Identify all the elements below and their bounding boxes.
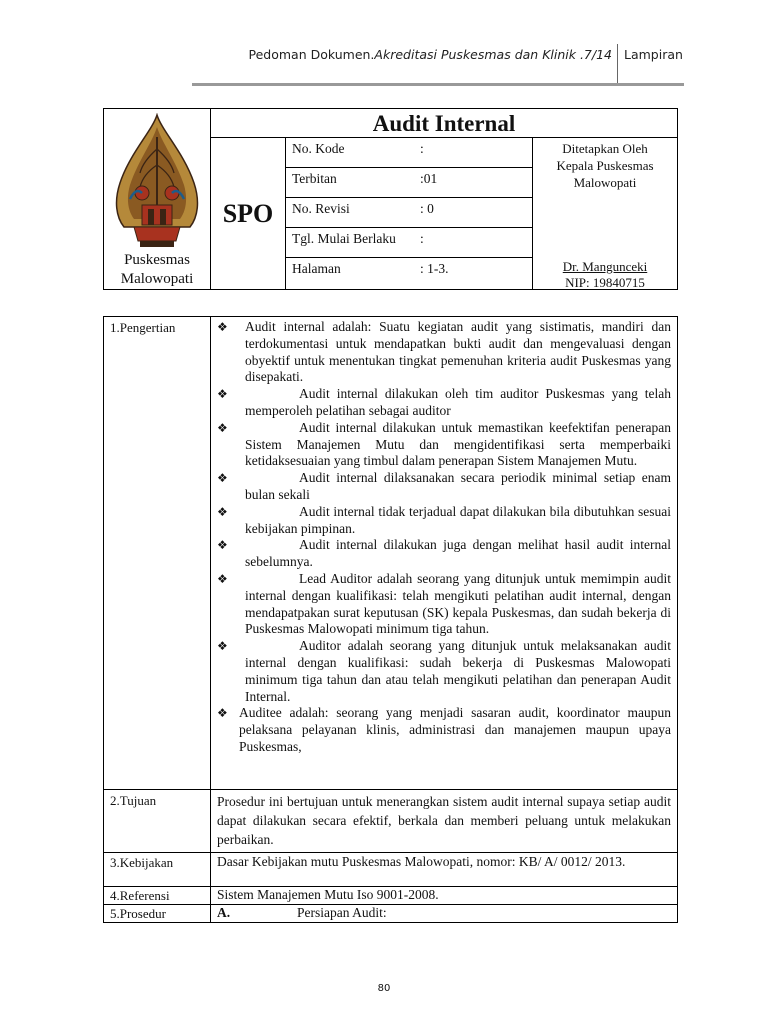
spo-header-table [103,108,678,290]
spo-row-halaman [286,258,532,287]
logo-cell [104,109,210,289]
gunungan-logo-icon [112,113,202,251]
list-item: ❖ Audit internal dilakukan oleh tim auditor Puskesmas yang telah memperoleh pelatihan sebagai auditor [217,386,671,418]
list-item: ❖ Auditee adalah: seorang yang menjadi sasaran audit, koordinator maupun pelaksana pelayanan klinis, administrasi dan manajemen maupun upaya Puskesmas, [217,705,671,754]
logo-caption-line-1: Puskesmas [124,252,190,268]
authority-line-3: Malowopati [573,175,637,190]
authority-cell [533,138,677,289]
list-item: ❖ Audit internal dilakukan untuk memastikan keefektifan penerapan Sistem Manajemen Mutu dan mengidentifikasi serta memperbaiki ketidaksesuaian yang timbul dalam penerapan Sistem Manajemen Mutu. [217,419,671,469]
document-title: Audit Internal [372,111,516,136]
authority-line-1: Ditetapkan Oleh [562,141,648,156]
procedure-table [103,316,678,923]
row-value: : 1-3. [420,261,449,276]
spo-label: SPO [222,199,274,228]
diamond-bullet-icon: ❖ [217,471,228,486]
prosedur-heading: Persiapan Audit: [297,905,387,920]
referensi-text: Sistem Manajemen Mutu Iso 9001-2008. [217,887,439,902]
diamond-bullet-icon: ❖ [217,320,228,334]
header-title [249,47,613,62]
diamond-bullet-icon: ❖ [217,706,228,721]
list-item: ❖ Auditor adalah seorang yang ditunjuk untuk melaksanakan audit internal dengan kualifikasi: sudah bekerja di Puskesmas Malowopati minimum tiga tahun dan atau telah mengikuti pelatihan dan penerapan Audit Internal. [217,638,671,704]
section-label-referensi: 4.Referensi [110,888,170,903]
spo-row-kode [286,138,532,167]
row-value: : [420,231,424,246]
row-label: No. Revisi [292,201,350,216]
row-value: : 0 [420,201,434,216]
grid-line [104,852,677,853]
header-prefix: Pedoman Dokumen. [248,47,375,62]
spo-row-tgl-mulai [286,228,532,257]
diamond-bullet-icon: ❖ [217,504,228,519]
spo-row-revisi [286,198,532,227]
list-item: ❖ Audit internal adalah: Suatu kegiatan audit yang sistimatis, mandiri dan terdokumentasi untuk mendapatkan bukti audit dan mengevaluasi dengan obyektif untuk menentukan tingkat pemenuhan kriteria audit Puskesmas yang disepakati. [217,319,671,385]
diamond-bullet-icon: ❖ [217,538,228,553]
prosedur-text [217,905,671,922]
section-label-kebijakan: 3.Kebijakan [110,855,174,870]
page-number: 80 [377,983,391,994]
section-label-tujuan: 2.Tujuan [110,793,157,808]
row-label: No. Kode [292,141,345,156]
section-label-pengertian: 1.Pengertian [110,320,176,335]
spo-row-terbitan [286,168,532,197]
kebijakan-text: Dasar Kebijakan mutu Puskesmas Malowopati, nomor: KB/ A/ 0012/ 2013. [217,854,626,869]
list-item: ❖ Lead Auditor adalah seorang yang ditunjuk untuk memimpin audit internal dengan kualifikasi: telah mengikuti pelatihan audit internal, dengan mendapatpakan surat keputusan (SK) kepala Puskesmas, dan sudah bekerja di Puskesmas Malowopati minimum tiga tahun. [217,570,671,637]
list-item: ❖ Audit internal dilakukan juga dengan melihat hasil audit internal sebelumnya. [217,537,671,570]
logo-caption-line-2: Malowopati [120,271,194,287]
header-divider [617,44,618,84]
authority-line-2: Kepala Puskesmas [556,158,654,173]
prosedur-marker: A. [217,905,231,920]
grid-line [210,317,211,922]
header-italic-title: Akreditasi Puskesmas dan Klinik .7/14 [374,47,612,62]
logo-caption [104,251,210,289]
authority-text [533,140,677,191]
tujuan-text: Prosedur ini bertujuan untuk menerangkan sistem audit internal supaya setiap audit dapat dilakukan secara efektif, berkala dan memberi peluang untuk melakukan perbaikan. [217,794,671,847]
diamond-bullet-icon: ❖ [217,387,228,402]
pengertian-list [217,319,671,756]
grid-line [104,789,677,790]
row-label: Tgl. Mulai Berlaku [292,231,396,246]
row-label: Terbitan [292,171,337,186]
diamond-bullet-icon: ❖ [217,420,228,435]
row-value: :01 [420,171,438,186]
diamond-bullet-icon: ❖ [217,571,228,586]
diamond-bullet-icon: ❖ [217,639,228,654]
page-header [0,44,768,84]
row-label: Halaman [292,261,341,276]
signer-name: Dr. Mangunceki [562,259,648,274]
header-rule [192,83,684,86]
list-item: ❖ Audit internal dilaksanakan secara periodik minimal setiap enam bulan sekali [217,470,671,502]
header-attachment-label: Lampiran [624,47,683,62]
section-label-prosedur: 5.Prosedur [110,906,166,921]
signer-nip: NIP: 19840715 [565,275,645,290]
row-value: : [420,141,424,156]
list-item: ❖ Audit internal tidak terjadual dapat dilakukan bila dibutuhkan sesuai kebijakan pimpinan. [217,503,671,536]
